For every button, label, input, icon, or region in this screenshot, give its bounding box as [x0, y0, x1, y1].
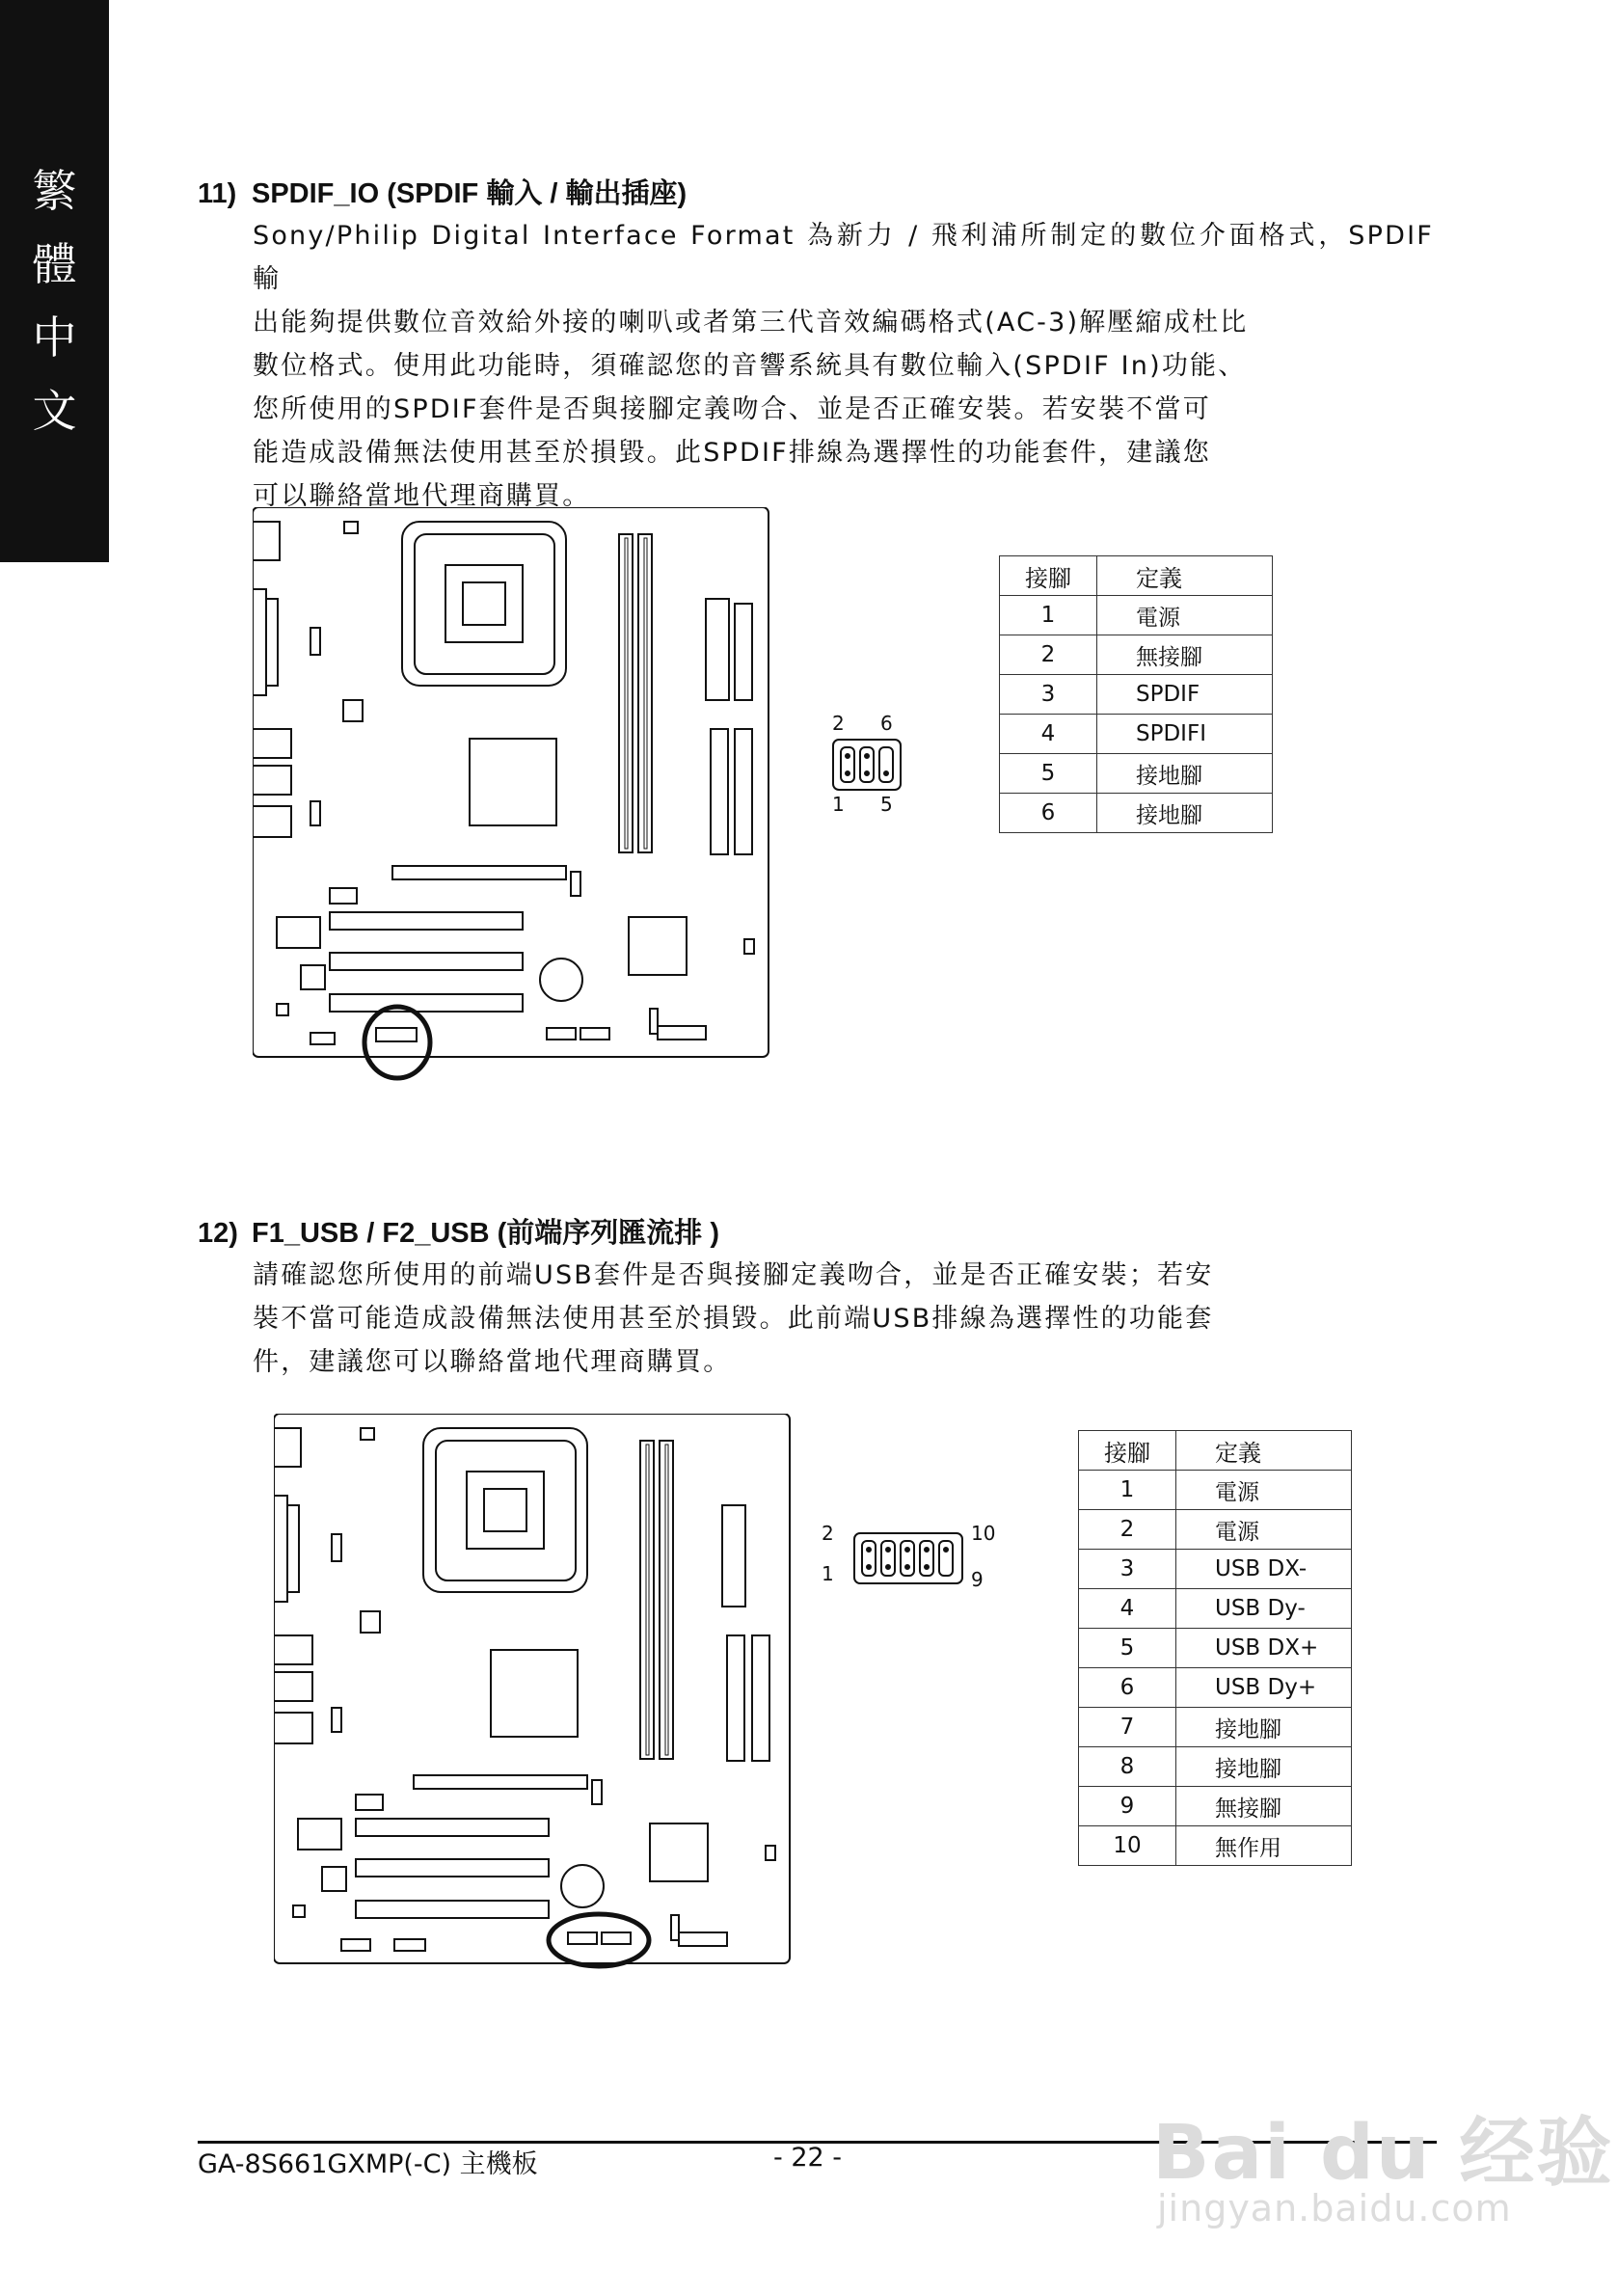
- side-tab-char: 中: [32, 311, 77, 364]
- pin-definition: USB Dy-: [1176, 1589, 1352, 1629]
- section-title: F1_USB / F2_USB (前端序列匯流排 ): [252, 1218, 719, 1249]
- table-row: [1000, 754, 1273, 794]
- pin-number: 1: [1000, 596, 1097, 635]
- table-row: [1079, 1826, 1352, 1866]
- table-row: [1079, 1550, 1352, 1589]
- footer-page-number: - 22 -: [773, 2143, 843, 2173]
- paragraph-line: Sony/Philip Digital Interface Format 為新力 / 飛利浦所制定的數位介面格式，SPDIF 輸: [253, 221, 1434, 294]
- side-tab-char: 繁: [32, 165, 77, 217]
- pin-definition: USB DX+: [1176, 1629, 1352, 1668]
- pin-number: 1: [1079, 1471, 1176, 1510]
- pin-definition: 接地腳: [1097, 754, 1273, 794]
- pin-definition: SPDIFI: [1097, 715, 1273, 754]
- table-row: [1079, 1708, 1352, 1747]
- pin-number: 3: [1000, 675, 1097, 715]
- paragraph-line: 請確認您所使用的前端USB套件是否與接腳定義吻合，並是否正確安裝；若安: [253, 1260, 1214, 1290]
- table-row: [1079, 1510, 1352, 1550]
- pin-label: 5: [880, 793, 893, 816]
- table-header-row: [1079, 1431, 1352, 1471]
- paragraph-line: 能造成設備無法使用甚至於損毀。此SPDIF排線為選擇性的功能套件，建議您: [253, 438, 1211, 468]
- paragraph-line: 件，建議您可以聯絡當地代理商購買。: [253, 1347, 732, 1377]
- section-number: 11): [198, 178, 237, 209]
- table-row: [1000, 715, 1273, 754]
- table-header-row: [1000, 556, 1273, 596]
- spdif-header-icon: [831, 738, 908, 794]
- column-header: 接腳: [1000, 556, 1097, 596]
- section-12-description: [253, 1254, 1434, 1384]
- pin-number: 2: [1079, 1510, 1176, 1550]
- table-row: [1079, 1471, 1352, 1510]
- section-12-heading: [198, 1211, 719, 1251]
- pin-label: 2: [832, 712, 845, 735]
- pin-number: 10: [1079, 1826, 1176, 1866]
- watermark-logo: Bai du 经验: [1152, 2110, 1614, 2197]
- pin-number: 8: [1079, 1747, 1176, 1787]
- column-header: 接腳: [1079, 1431, 1176, 1471]
- pin-definition: 接地腳: [1176, 1708, 1352, 1747]
- watermark-url: jingyan.baidu.com: [1157, 2187, 1512, 2229]
- pin-definition: USB DX-: [1176, 1550, 1352, 1589]
- pin-label: 1: [822, 1562, 834, 1585]
- section-number: 12): [198, 1218, 238, 1249]
- pin-label: 2: [822, 1522, 834, 1545]
- pin-number: 4: [1000, 715, 1097, 754]
- section-11-heading: [198, 172, 687, 211]
- paragraph-line: 數位格式。使用此功能時，須確認您的音響系統具有數位輸入(SPDIF In)功能、: [253, 351, 1247, 381]
- spdif-pin-table: [999, 555, 1273, 833]
- pin-number: 5: [1079, 1629, 1176, 1668]
- pin-number: 7: [1079, 1708, 1176, 1747]
- pin-number: 2: [1000, 635, 1097, 675]
- usb-pin-table: [1078, 1430, 1352, 1866]
- pin-definition: 無接腳: [1097, 635, 1273, 675]
- paragraph-line: 您所使用的SPDIF套件是否與接腳定義吻合、並是否正確安裝。若安裝不當可: [253, 394, 1211, 424]
- pin-label: 10: [971, 1522, 996, 1545]
- pin-definition: SPDIF: [1097, 675, 1273, 715]
- pin-number: 5: [1000, 754, 1097, 794]
- section-title: SPDIF_IO (SPDIF 輸入 / 輸出插座): [252, 178, 688, 209]
- table-row: [1079, 1629, 1352, 1668]
- motherboard-diagram: [253, 507, 773, 1086]
- column-header: 定義: [1176, 1431, 1352, 1471]
- pin-definition: 無接腳: [1176, 1787, 1352, 1826]
- column-header: 定義: [1097, 556, 1273, 596]
- pin-definition: 電源: [1097, 596, 1273, 635]
- side-tab-char: 文: [32, 385, 77, 437]
- pin-definition: 電源: [1176, 1471, 1352, 1510]
- paragraph-line: 可以聯絡當地代理商購買。: [253, 481, 591, 511]
- pin-label: 1: [832, 793, 845, 816]
- pin-number: 3: [1079, 1550, 1176, 1589]
- pin-number: 4: [1079, 1589, 1176, 1629]
- motherboard-diagram: [274, 1414, 795, 1992]
- table-row: [1079, 1668, 1352, 1708]
- table-row: [1000, 635, 1273, 675]
- table-row: [1079, 1787, 1352, 1826]
- table-row: [1079, 1589, 1352, 1629]
- pin-number: 9: [1079, 1787, 1176, 1826]
- pin-number: 6: [1000, 794, 1097, 833]
- table-row: [1000, 596, 1273, 635]
- pin-definition: 電源: [1176, 1510, 1352, 1550]
- footer-model: GA-8S661GXMP(-C) 主機板: [198, 2149, 538, 2179]
- table-row: [1000, 794, 1273, 833]
- side-tab-char: 體: [32, 238, 77, 290]
- pin-definition: USB Dy+: [1176, 1668, 1352, 1708]
- pin-definition: 接地腳: [1097, 794, 1273, 833]
- paragraph-line: 裝不當可能造成設備無法使用甚至於損毀。此前端USB排線為選擇性的功能套: [253, 1304, 1214, 1334]
- pin-label: 6: [880, 712, 893, 735]
- table-row: [1079, 1747, 1352, 1787]
- pin-number: 6: [1079, 1668, 1176, 1708]
- side-language-tab: [0, 0, 109, 562]
- table-row: [1000, 675, 1273, 715]
- pin-definition: 接地腳: [1176, 1747, 1352, 1787]
- section-11-description: [253, 214, 1434, 518]
- paragraph-line: 出能夠提供數位音效給外接的喇叭或者第三代音效編碼格式(AC-3)解壓縮成杜比: [253, 308, 1249, 338]
- usb-header-icon: [852, 1531, 968, 1589]
- pin-definition: 無作用: [1176, 1826, 1352, 1866]
- pin-label: 9: [971, 1568, 984, 1591]
